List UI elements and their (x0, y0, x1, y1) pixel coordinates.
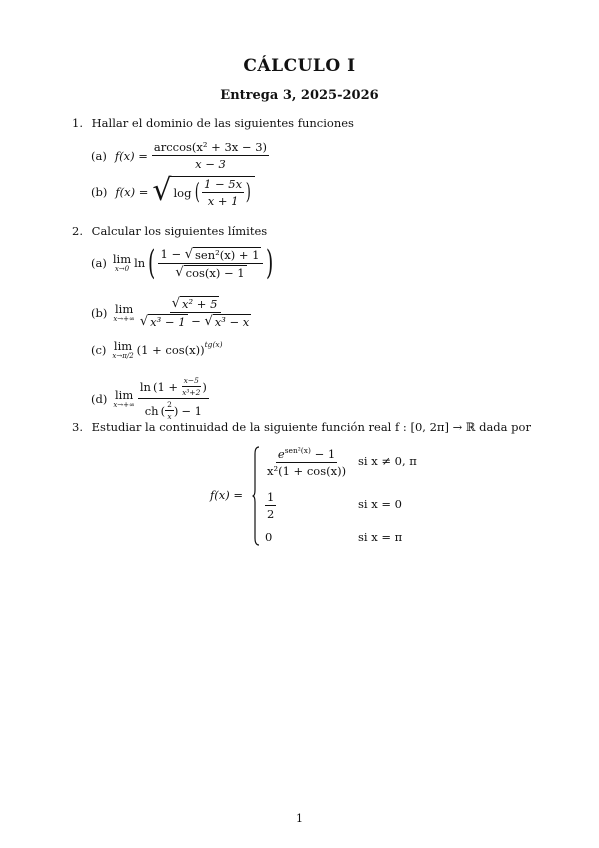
square-root (140, 314, 188, 329)
inner-fraction (165, 400, 174, 421)
case-3-condition: si x = π (358, 530, 403, 544)
problem-number: 2. (72, 224, 83, 238)
left-paren: ( (195, 179, 201, 205)
limit-word: lim (114, 301, 134, 316)
problem-1b (91, 173, 255, 208)
right-paren: ) (202, 379, 207, 394)
part-label: (b) (91, 185, 108, 199)
fraction-numerator: arccos(x² + 3x − 3) (153, 140, 268, 154)
page-number: 1 (296, 812, 303, 825)
radicand: x² + 5 (182, 297, 218, 311)
limit-operator (113, 303, 135, 323)
limit-expression: (1 + cos(x)) (136, 343, 205, 357)
problem-1a (91, 140, 269, 171)
base-e: e (277, 446, 285, 461)
function-lhs: f(x) = (114, 148, 148, 163)
left-paren: ( (152, 379, 158, 394)
limit-operator (112, 340, 133, 360)
limit-word: lim (114, 387, 134, 402)
limit-operator (113, 389, 135, 409)
part-label: (b) (91, 305, 108, 320)
part-label: (a) (91, 148, 107, 163)
case-2-condition: si x = 0 (358, 497, 402, 511)
radical-sign: √ (175, 264, 184, 280)
ln-function: ln (139, 379, 151, 394)
fraction (265, 446, 348, 478)
part-label: (c) (91, 343, 107, 357)
minus-sign: − (191, 314, 201, 328)
denominator-suffix: − 1 (181, 403, 202, 418)
fraction-denominator: x − 3 (195, 157, 226, 171)
radicand: x³ − 1 (150, 315, 186, 329)
right-paren: ) (245, 179, 251, 205)
square-root (175, 265, 246, 280)
fraction (202, 177, 244, 208)
limit-subscript: x→+∞ (113, 400, 135, 409)
radical-sign: √ (184, 246, 194, 262)
ch-function: ch (144, 403, 159, 418)
problem-2d (91, 376, 209, 421)
fraction-numerator (170, 296, 222, 313)
fraction-numerator: 1 (267, 490, 275, 504)
function-lhs: f(x) = (115, 185, 149, 199)
square-root (172, 296, 220, 311)
numerator-tail: − 1 (314, 446, 336, 461)
left-paren: ( (148, 243, 156, 283)
right-paren: ) (173, 403, 179, 418)
limit-subscript: x→π/2 (112, 352, 134, 360)
right-paren: ) (266, 243, 274, 283)
inner-denominator: x (167, 412, 172, 421)
radicand: sen²(x) + 1 (195, 247, 260, 262)
fraction-denominator: x + 1 (207, 194, 239, 208)
inner-prefix: 1 + (157, 379, 179, 394)
document-title: CÁLCULO I (243, 56, 356, 76)
case-3-value: 0 (265, 530, 273, 544)
numerator-prefix: 1 − (160, 246, 182, 261)
part-label: (a) (91, 256, 107, 270)
limit-operator (113, 253, 131, 273)
fraction (138, 376, 209, 421)
radicand: x³ − x (214, 315, 250, 329)
problem-3 (72, 420, 531, 434)
inner-fraction (180, 376, 202, 397)
fraction-numerator: 1 − 5x (204, 177, 243, 191)
radical-sign: √ (204, 314, 213, 329)
exponent: sen²(x) (284, 446, 311, 455)
square-root (185, 247, 262, 262)
problem-2a (91, 243, 277, 283)
fraction-denominator (138, 313, 253, 329)
part-label: (d) (91, 391, 108, 406)
fraction (158, 247, 263, 280)
problem-2 (72, 224, 267, 238)
piecewise-lhs: f(x) = (210, 488, 244, 502)
problem-2c (91, 340, 223, 360)
radical-sign: √ (139, 314, 149, 329)
case-1-value (265, 446, 348, 478)
problem-number: 1. (72, 116, 83, 130)
problem-statement: Hallar el dominio de las siguientes funciones (91, 116, 354, 130)
problem-1 (72, 116, 354, 130)
problem-number: 3. (72, 420, 83, 434)
left-paren: ( (160, 403, 166, 418)
inner-numerator: 2 (167, 400, 172, 409)
ln-function: ln (134, 256, 146, 270)
case-2-value (265, 490, 276, 521)
limit-word: lim (113, 339, 133, 353)
fraction (152, 140, 269, 171)
problem-statement: Estudiar la continuidad de la siguiente función real f : [0, 2π] → ℝ dada por (91, 420, 531, 434)
fraction-numerator (276, 446, 337, 463)
radicand (171, 176, 254, 208)
fraction-denominator: x²(1 + cos(x)) (267, 463, 347, 478)
radical-sign: √ (171, 296, 181, 311)
radicand: cos(x) − 1 (185, 265, 245, 280)
problem-statement: Calcular los siguientes límites (91, 224, 268, 238)
inner-numerator: x−5 (183, 376, 199, 385)
square-root (152, 173, 254, 208)
limit-subscript: x→+∞ (113, 314, 135, 323)
fraction (138, 296, 253, 329)
case-1-condition: si x ≠ 0, π (358, 454, 417, 468)
exponent: tg(x) (204, 340, 223, 349)
problem-2b (91, 296, 253, 329)
limit-subscript: x→0 (114, 265, 130, 273)
square-root (204, 314, 251, 329)
fraction (265, 490, 276, 521)
left-brace-icon (252, 446, 260, 546)
fraction-denominator (173, 264, 248, 280)
limit-word: lim (112, 252, 132, 266)
fraction-denominator: 2 (267, 507, 275, 521)
radical-sign: √ (152, 173, 172, 208)
document-subtitle: Entrega 3, 2025-2026 (220, 88, 379, 103)
log-function: log (173, 185, 192, 200)
fraction-denominator (143, 399, 204, 421)
fraction-numerator (158, 247, 263, 264)
fraction-numerator (138, 376, 209, 399)
inner-denominator: x³+2 (182, 388, 201, 397)
